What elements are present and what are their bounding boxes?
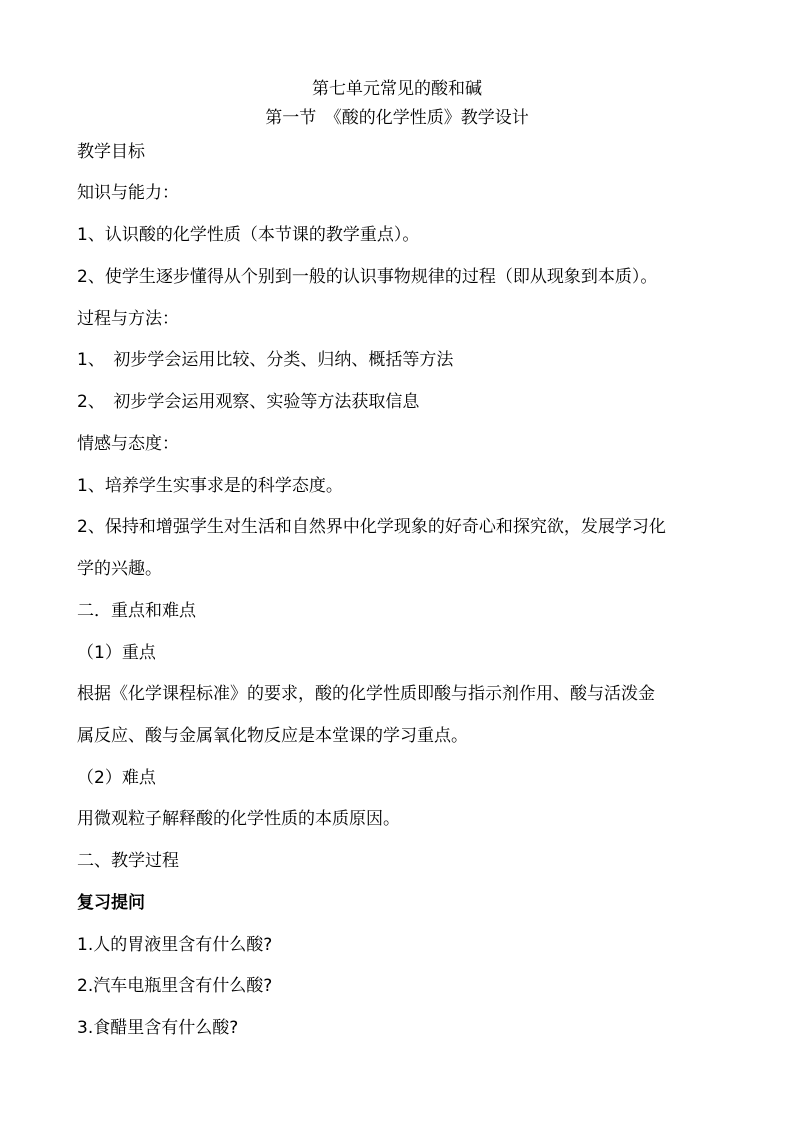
subheading-difficulty: （2）难点 bbox=[77, 768, 156, 788]
attitude-item-2: 2、保持和增强学生对生活和自然界中化学现象的好奇心和探究欲，发展学习化 bbox=[77, 517, 666, 537]
heading-process-method: 过程与方法： bbox=[77, 309, 179, 329]
document-subtitle: 第一节 《酸的化学性质》教学设计 bbox=[265, 108, 529, 128]
review-question-1: 1.人的胃液里含有什么酸? bbox=[77, 935, 273, 955]
heading-review-questions: 复习提问 bbox=[77, 893, 145, 913]
heading-teaching-objectives: 教学目标 bbox=[77, 142, 145, 162]
heading-key-points: 二．重点和难点 bbox=[77, 601, 196, 621]
heading-teaching-process: 二、教学过程 bbox=[77, 851, 179, 871]
difficulty-text: 用微观粒子解释酸的化学性质的本质原因。 bbox=[77, 809, 400, 829]
key-point-text-continued: 属反应、酸与金属氧化物反应是本堂课的学习重点。 bbox=[77, 726, 468, 746]
method-item-2: 2、 初步学会运用观察、实验等方法获取信息 bbox=[77, 392, 420, 412]
attitude-item-1: 1、培养学生实事求是的科学态度。 bbox=[77, 476, 343, 496]
review-question-3: 3.食醋里含有什么酸? bbox=[77, 1018, 239, 1038]
key-point-text: 根据《化学课程标准》的要求，酸的化学性质即酸与指示剂作用、酸与活泼金 bbox=[77, 684, 655, 704]
knowledge-item-1: 1、认识酸的化学性质（本节课的教学重点）。 bbox=[77, 225, 420, 245]
method-item-1: 1、 初步学会运用比较、分类、归纳、概括等方法 bbox=[77, 350, 454, 370]
attitude-item-2-continued: 学的兴趣。 bbox=[77, 559, 162, 579]
document-title: 第七单元常见的酸和碱 bbox=[312, 79, 482, 99]
heading-emotion-attitude: 情感与态度： bbox=[77, 434, 179, 454]
heading-knowledge-ability: 知识与能力： bbox=[77, 183, 179, 203]
knowledge-item-2: 2、使学生逐步懂得从个别到一般的认识事物规律的过程（即从现象到本质）。 bbox=[77, 267, 658, 287]
review-question-2: 2.汽车电瓶里含有什么酸? bbox=[77, 976, 273, 996]
subheading-key-point: （1）重点 bbox=[77, 643, 156, 663]
